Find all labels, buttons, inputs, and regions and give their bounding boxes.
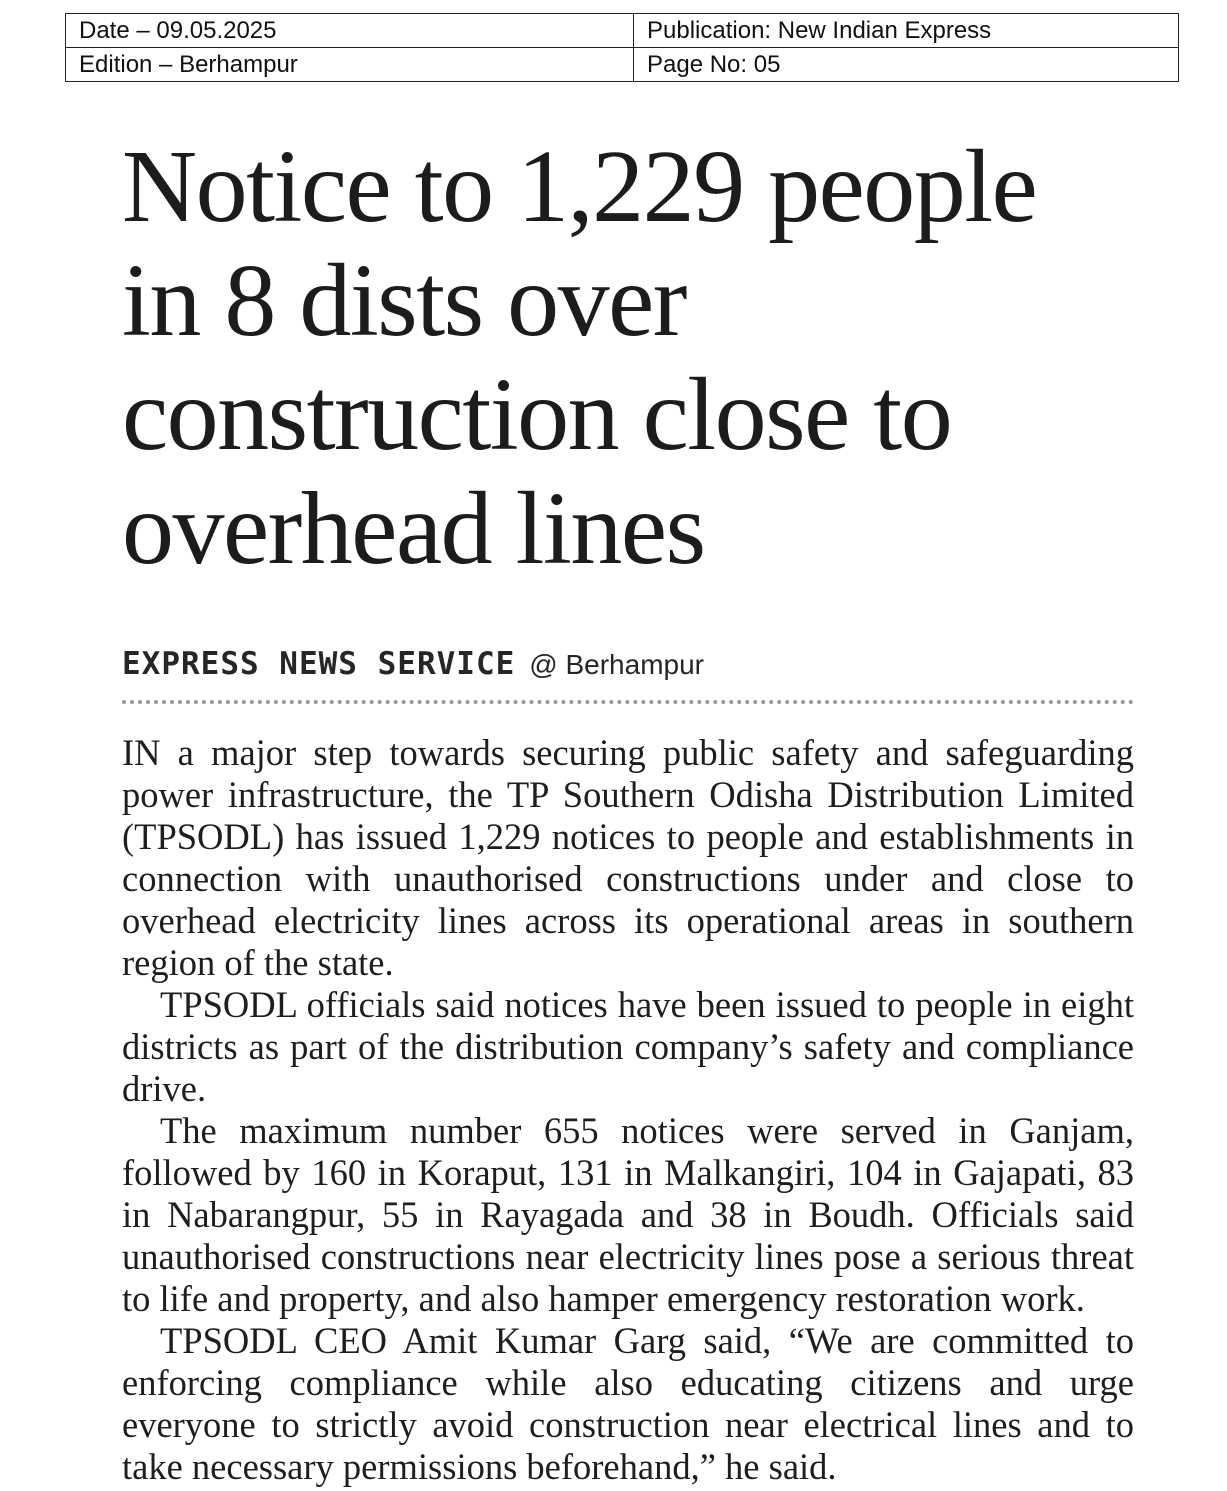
article-paragraph-3: The maximum number 655 notices were served in Ganjam, followed by 160 in Koraput, 131 in Malkangiri, 104 in Gajapati, 83 in Nabarangpur, 55 in Rayagada and 38 in Boudh. Officials said unauthorised constructions near electricity lines pose a serious threat to life and property, and also hamper emergency restoration work.	[122, 1110, 1134, 1319]
byline-location: @ Berhampur	[529, 649, 704, 680]
meta-row-bottom	[66, 48, 1179, 82]
article-body	[122, 732, 1134, 1488]
meta-date: Date – 09.05.2025	[66, 14, 634, 48]
byline-divider	[122, 700, 1134, 704]
clipping-meta-table	[65, 13, 1179, 82]
meta-edition: Edition – Berhampur	[66, 48, 634, 82]
byline-agency: EXPRESS NEWS SERVICE	[122, 646, 516, 682]
byline	[122, 646, 1134, 686]
meta-row-top	[66, 14, 1179, 48]
article-headline: Notice to 1,229 people in 8 dists over construction close to overhead lines	[122, 129, 1037, 586]
news-clipping	[122, 130, 1134, 1488]
meta-page-no: Page No: 05	[634, 48, 1179, 82]
meta-publication: Publication: New Indian Express	[634, 14, 1179, 48]
article-paragraph-2: TPSODL officials said notices have been issued to people in eight districts as part of the distribution company’s safety and compliance drive.	[122, 984, 1134, 1109]
article-paragraph-4: TPSODL CEO Amit Kumar Garg said, “We are committed to enforcing compliance while also educating citizens and urge everyone to strictly avoid construction near electrical lines and to take necessary permissions beforehand,” he said.	[122, 1320, 1134, 1487]
article-paragraph-1: IN a major step towards securing public safety and safeguarding power infrastructure, the TP Southern Odisha Distribution Limited (TPSODL) has issued 1,229 notices to people and establishments in connection with unauthorised constructions under and close to overhead electricity lines across its operational areas in southern region of the state.	[122, 732, 1134, 983]
